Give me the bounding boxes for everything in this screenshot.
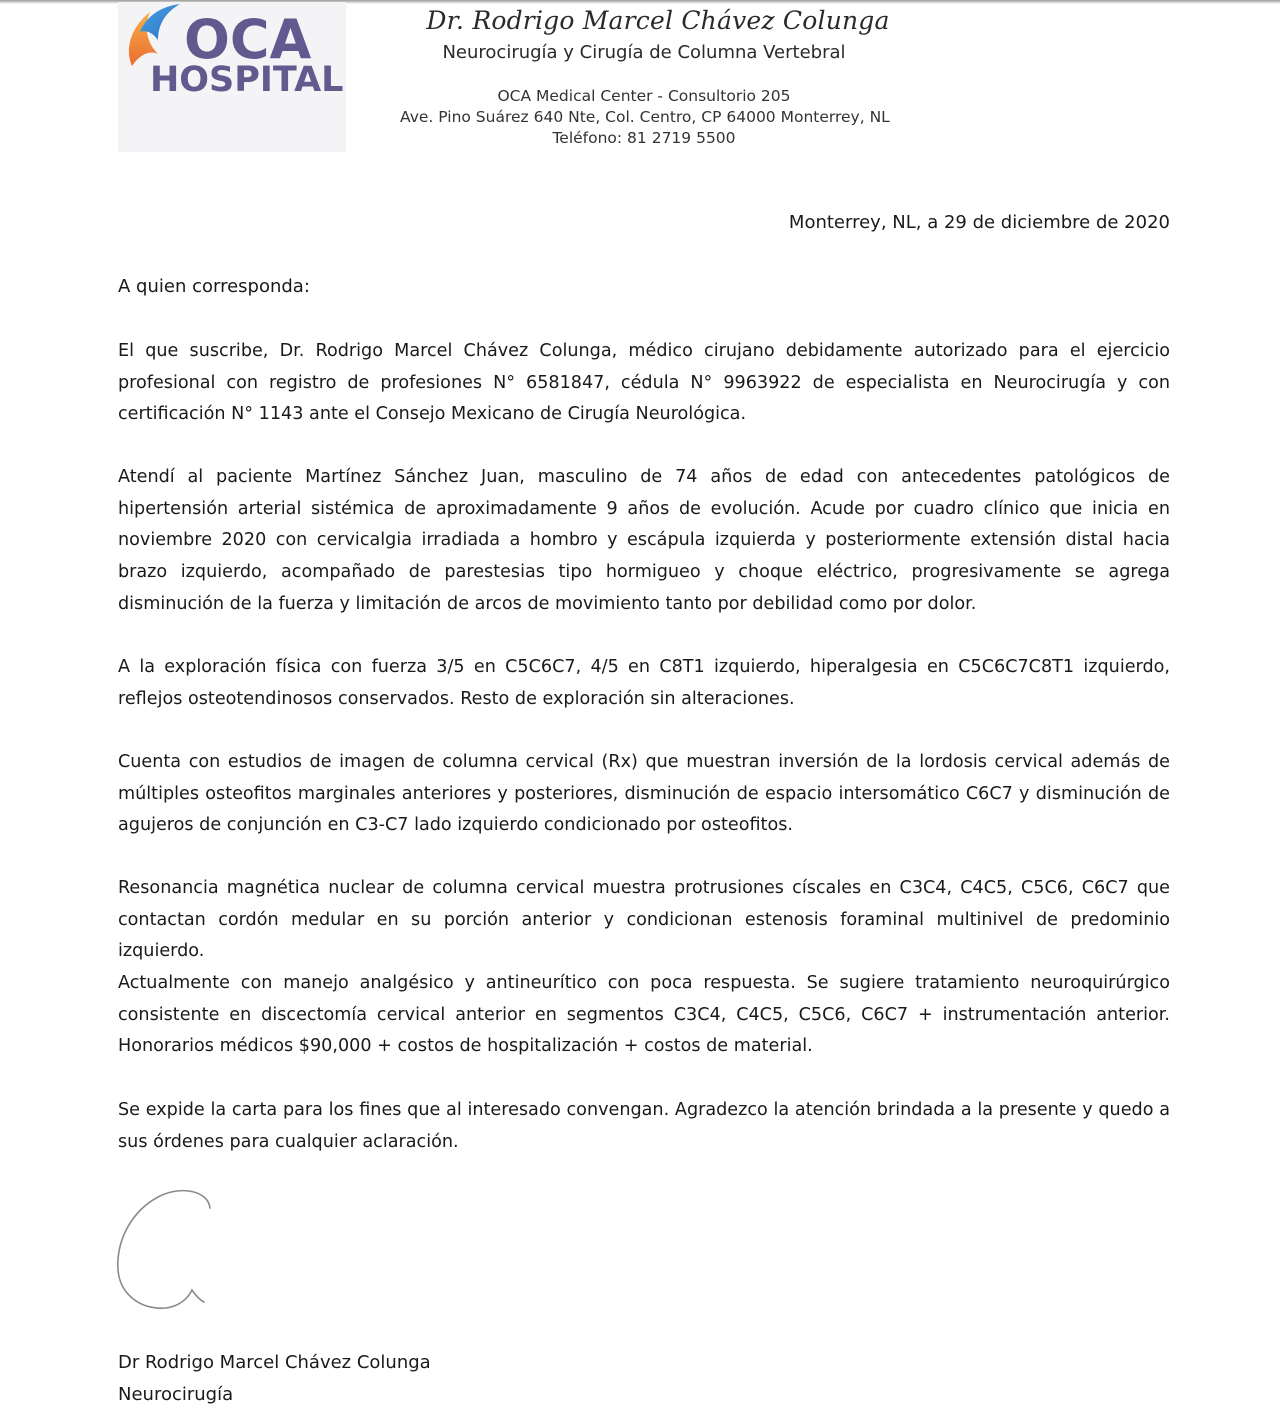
- letterhead-specialty: Neurocirugía y Cirugía de Columna Vertebral: [442, 42, 846, 63]
- letter-salutation: A quien corresponda:: [118, 276, 310, 297]
- logo-word-hospital: HOSPITAL: [150, 60, 344, 100]
- paragraph-mri: Resonancia magnética nuclear de columna cervical muestra protrusiones císcales en C3C4, C4C5, C5C6, C6C7 que contactan cordón medular en su porción anterior y condicionan estenosis foraminal multinivel de predominio izquierdo.: [118, 878, 1170, 962]
- letterhead-doctor-name: Dr. Rodrigo Marcel Chávez Colunga: [426, 6, 890, 35]
- letterhead-address: [400, 86, 888, 149]
- address-line: OCA Medical Center - Consultorio 205: [497, 87, 791, 105]
- signer-department: Neurocirugía: [118, 1384, 234, 1405]
- signer-name: Dr Rodrigo Marcel Chávez Colunga: [118, 1352, 431, 1373]
- paragraph-credentials: El que suscribe, Dr. Rodrigo Marcel Chávez Colunga, médico cirujano debidamente autorizado para el ejercicio profesional con registro de profesiones N° 6581847, cédula N° 9963922 de especialista en Neurocirugía y con certificación N° 1143 ante el Consejo Mexicano de Cirugía Neurológica.: [118, 341, 1170, 425]
- paragraph-physical-exam: A la exploración física con fuerza 3/5 en C5C6C7, 4/5 en C8T1 izquierdo, hiperalgesia en C5C6C7C8T1 izquierdo, reflejos osteotendinosos conservados. Resto de exploración sin alteraciones.: [118, 657, 1170, 709]
- paragraph-treatment: Actualmente con manejo analgésico y antineurítico con poca respuesta. Se sugiere tratamiento neuroquirúrgico consistente en discectomía cervical anterior en segmentos C3C4, C4C5, C5C6, C6C7 + instrumentación anterior. Honorarios médicos $90,000 + costos de hospitalización + costos de material.: [118, 973, 1170, 1057]
- address-line: Teléfono: 81 2719 5500: [552, 129, 736, 147]
- paragraph-xray: Cuenta con estudios de imagen de columna cervical (Rx) que muestran inversión de la lordosis cervical además de múltiples osteofitos marginales anteriores y posteriores, disminución de espacio intersomático C6C7 y disminución de agujeros de conjunción en C3-C7 lado izquierdo condicionado por osteofitos.: [118, 752, 1170, 836]
- handwritten-signature: [110, 1180, 230, 1324]
- hospital-logo: [118, 2, 346, 152]
- paragraph-history: Atendí al paciente Martínez Sánchez Juan, masculino de 74 años de edad con antecedentes patológicos de hipertensión arterial sistémica de aproximadamente 9 años de evolución. Acude por cuadro clínico que inicia en noviembre 2020 con cervicalgia irradiada a hombro y escápula izquierda y posteriormente extensión distal hacia brazo izquierdo, acompañado de parestesias tipo hormigueo y choque eléctrico, progresivamente se agrega disminución de la fuerza y limitación de arcos de movimiento tanto por debilidad como por dolor.: [118, 467, 1170, 614]
- address-line: Ave. Pino Suárez 640 Nte, Col. Centro, CP 64000 Monterrey, NL: [400, 108, 890, 126]
- paragraph-closing: Se expide la carta para los fines que al interesado convengan. Agradezco la atención brindada a la presente y quedo a sus órdenes para cualquier aclaración.: [118, 1100, 1170, 1152]
- logo-word-oca: OCA: [184, 8, 312, 71]
- letter-date: Monterrey, NL, a 29 de diciembre de 2020: [788, 212, 1170, 233]
